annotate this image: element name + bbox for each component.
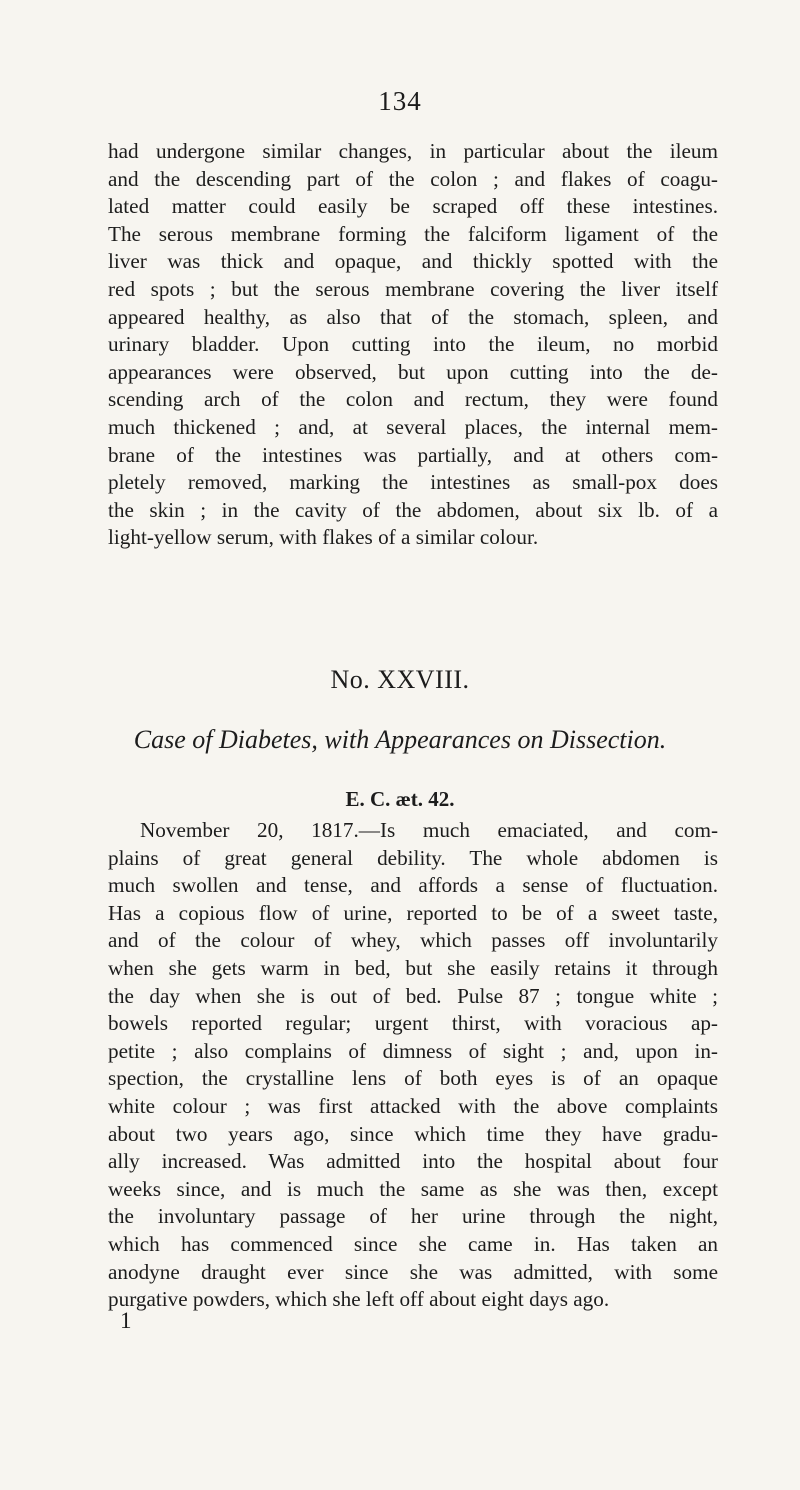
text-line: red spots ; but the serous membrane covering the liver itself bbox=[108, 276, 718, 301]
text-line: when she gets warm in bed, but she easily retains it through bbox=[108, 955, 718, 980]
text-line: petite ; also complains of dimness of sight ; and, upon in- bbox=[108, 1038, 718, 1063]
text-line: bowels reported regular; urgent thirst, with voracious ap- bbox=[108, 1011, 718, 1036]
text-line: white colour ; was first attacked with the above complaints bbox=[108, 1093, 718, 1118]
text-line: much swollen and tense, and affords a sense of fluctuation. bbox=[108, 873, 718, 898]
patient-identifier: E. C. æt. 42. bbox=[345, 787, 455, 811]
case-title: Case of Diabetes, with Appearances on Dissection. bbox=[133, 725, 667, 754]
text-line: about two years ago, since which time they have gradu- bbox=[108, 1121, 718, 1146]
text-line: appeared healthy, as also that of the stomach, spleen, and bbox=[108, 304, 718, 329]
text-line: anodyne draught ever since she was admitted, with some bbox=[108, 1259, 718, 1284]
paragraph-dissection-continued bbox=[108, 138, 718, 552]
text-line: The serous membrane forming the falciform ligament of the bbox=[108, 221, 718, 246]
page-number: 134 bbox=[378, 86, 422, 116]
text-line: and of the colour of whey, which passes off involuntarily bbox=[108, 928, 718, 953]
text-line: liver was thick and opaque, and thickly spotted with the bbox=[108, 249, 718, 274]
text-line: plains of great general debility. The whole abdomen is bbox=[108, 845, 718, 870]
text-line: weeks since, and is much the same as she was then, except bbox=[108, 1176, 718, 1201]
text-line: the involuntary passage of her urine through the night, bbox=[108, 1204, 718, 1229]
text-line: scending arch of the colon and rectum, they were found bbox=[108, 387, 718, 412]
text-line: which has commenced since she came in. Has taken an bbox=[108, 1231, 718, 1256]
text-line: pletely removed, marking the intestines as small-pox does bbox=[108, 470, 718, 495]
text-line: the day when she is out of bed. Pulse 87 ; tongue white ; bbox=[108, 983, 718, 1008]
text-line: purgative powders, which she left off about eight days ago. bbox=[108, 1287, 610, 1312]
signature-mark: 1 bbox=[120, 1308, 132, 1333]
paragraph-case-history bbox=[108, 817, 718, 1314]
case-number-heading: No. XXVIII. bbox=[330, 665, 470, 694]
text-line: light-yellow serum, with flakes of a similar colour. bbox=[108, 525, 539, 550]
text-line: appearances were observed, but upon cutting into the de- bbox=[108, 359, 718, 384]
text-line: November 20, 1817.—Is much emaciated, and com- bbox=[140, 818, 718, 842]
text-line: lated matter could easily be scraped off these intestines. bbox=[108, 194, 718, 219]
text-line: ally increased. Was admitted into the hospital about four bbox=[108, 1149, 718, 1174]
text-line: much thickened ; and, at several places, the internal mem- bbox=[108, 414, 718, 439]
text-line: urinary bladder. Upon cutting into the ileum, no morbid bbox=[108, 332, 718, 357]
text-line: Has a copious flow of urine, reported to be of a sweet taste, bbox=[108, 900, 718, 925]
text-line: the skin ; in the cavity of the abdomen, about six lb. of a bbox=[108, 497, 718, 522]
text-line: and the descending part of the colon ; and flakes of coagu- bbox=[108, 166, 718, 191]
text-line: brane of the intestines was partially, and at others com- bbox=[108, 442, 718, 467]
text-line: had undergone similar changes, in particular about the ileum bbox=[108, 139, 718, 163]
text-line: spection, the crystalline lens of both eyes is of an opaque bbox=[108, 1066, 718, 1091]
